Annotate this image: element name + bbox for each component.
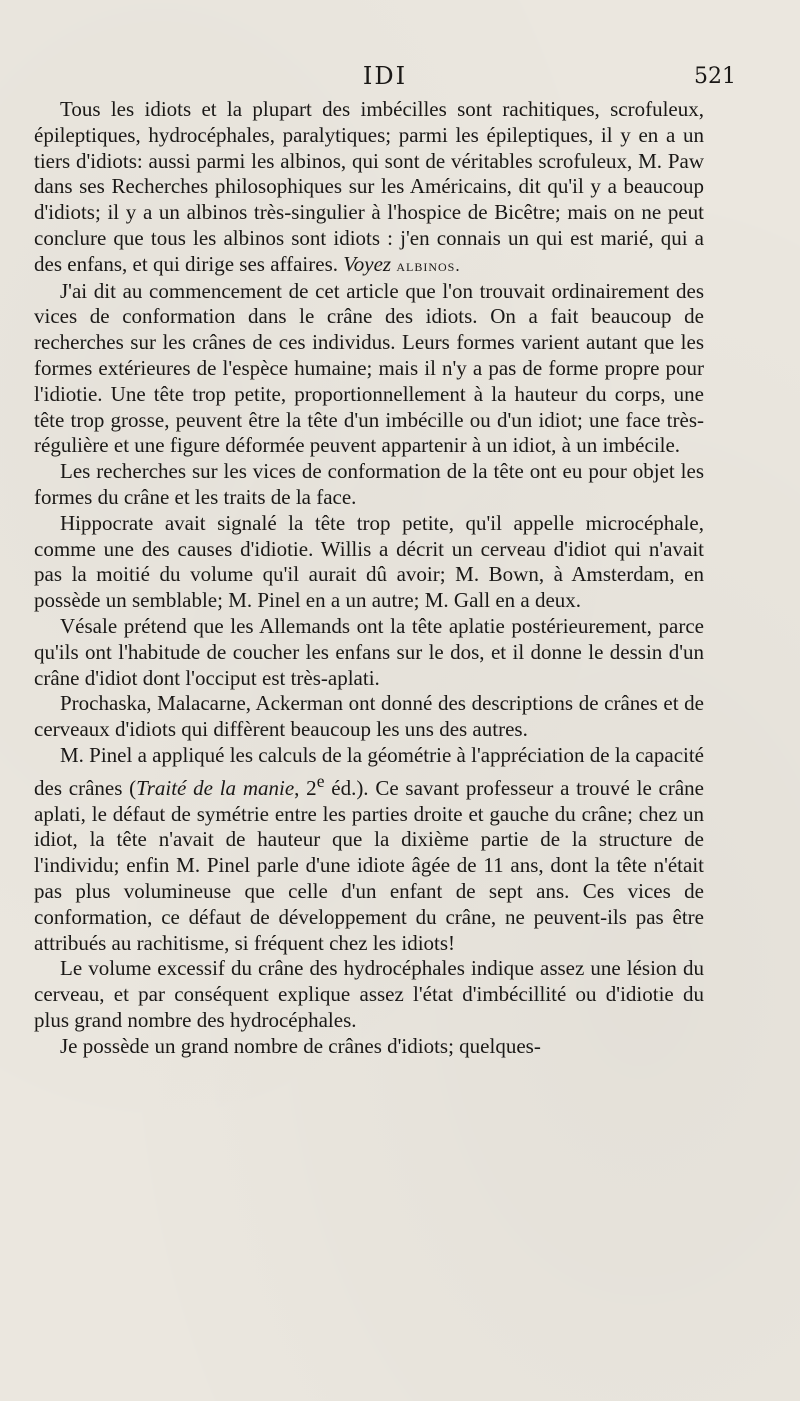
paragraph: [34, 691, 704, 743]
page-header: [34, 62, 736, 92]
paragraph: [34, 956, 704, 1033]
cross-reference-term: albinos.: [396, 255, 461, 275]
paragraph-text: Prochaska, Malacarne, Ackerman ont donné des descriptions de crânes et de cerveaux d'idiots qui diffèrent beaucoup les uns des autres.: [34, 691, 704, 742]
paragraph-text: Le volume excessif du crâne des hydrocéphales indique assez une lésion du cerveau, et par conséquent explique assez l'état d'imbécillité ou d'idiotie du plus grand nombre des hydrocéphales.: [34, 956, 704, 1032]
paragraph: [34, 459, 704, 511]
paragraph-text: éd.). Ce savant professeur a trouvé le crâne aplati, le défaut de symétrie entre les parties droite et gauche du crâne; chez un idiot, la tête n'avait de hauteur que la dixième partie de la structure de l'individu; enfin M. Pinel parle d'une idiote âgée de 11 ans, dont la tête n'était pas plus volumineuse que celle d'un enfant de sept ans. Ces vices de conformation, ce défaut de développement du crâne, ne peuvent-ils pas être attribués au rachitisme, si fréquent chez les idiots!: [34, 775, 704, 955]
paragraph: [34, 279, 704, 460]
paragraph: [34, 97, 704, 279]
page-number: 521: [694, 64, 736, 89]
paragraph-text: Je possède un grand nombre de crânes d'idiots; quelques-: [60, 1033, 541, 1058]
running-head: IDI: [362, 62, 408, 90]
body-text: [34, 97, 704, 1059]
paragraph: [34, 511, 704, 614]
paragraph-text: Tous les idiots et la plupart des imbécilles sont rachitiques, scrofuleux, épileptiques, hydrocéphales, paralytiques; parmi les épileptiques, il y en a un tiers d'idiots: aussi parmi les albinos, qui sont de véritables scrofuleux, M. Paw dans ses Recherches philosophiques sur les Américains, dit qu'il y a beaucoup d'idiots; il y a un albinos très-singulier à l'hospice de Bicêtre; mais on ne peut conclure que tous les albinos sont idiots : j'en connais un qui est marié, qui a des enfans, et qui dirige ses affaires.: [34, 97, 704, 276]
book-title: Traité de la manie: [136, 775, 295, 800]
paragraph-text: Hippocrate avait signalé la tête trop petite, qu'il appelle microcéphale, comme une des causes d'idiotie. Willis a décrit un cerveau d'idiot qui n'avait pas la moitié du volume qu'il aurait dû avoir; M. Bown, à Amsterdam, en possède un semblable; M. Pinel en a un autre; M. Gall en a deux.: [34, 510, 704, 613]
paragraph-text: M. Pinel a appliqué les calculs de la géométrie à l'appréciation de la capacité des crânes (: [34, 742, 705, 800]
edition-superscript: e: [316, 770, 325, 791]
edition-number: , 2: [294, 775, 317, 800]
paragraph: [34, 1034, 704, 1060]
cross-reference-label: Voyez: [343, 251, 392, 276]
paragraph: [34, 614, 704, 691]
paragraph-text: Les recherches sur les vices de conformation de la tête ont eu pour objet les formes du crâne et les traits de la face.: [34, 459, 704, 509]
paragraph-text: J'ai dit au commencement de cet article que l'on trouvait ordinairement des vices de conformation dans le crâne des idiots. On a fait beaucoup de recherches sur les crânes de ces individus. Leurs formes varient autant que les formes extérieures de l'espèce humaine; mais il n'y a pas de forme propre pour l'idiotie. Une tête trop petite, proportionnellement à la hauteur du corps, une tête trop grosse, peuvent être la tête d'un imbécille ou d'un idiot; une face très-régulière et une figure déformée peuvent appartenir à un idiot, à un imbécile.: [34, 278, 704, 458]
paragraph: [34, 743, 704, 956]
paragraph-text: Vésale prétend que les Allemands ont la tête aplatie postérieurement, parce qu'ils ont l'habitude de coucher les enfans sur le dos, et il donne le dessin d'un crâne d'idiot dont l'occiput est très-aplati.: [34, 613, 704, 690]
